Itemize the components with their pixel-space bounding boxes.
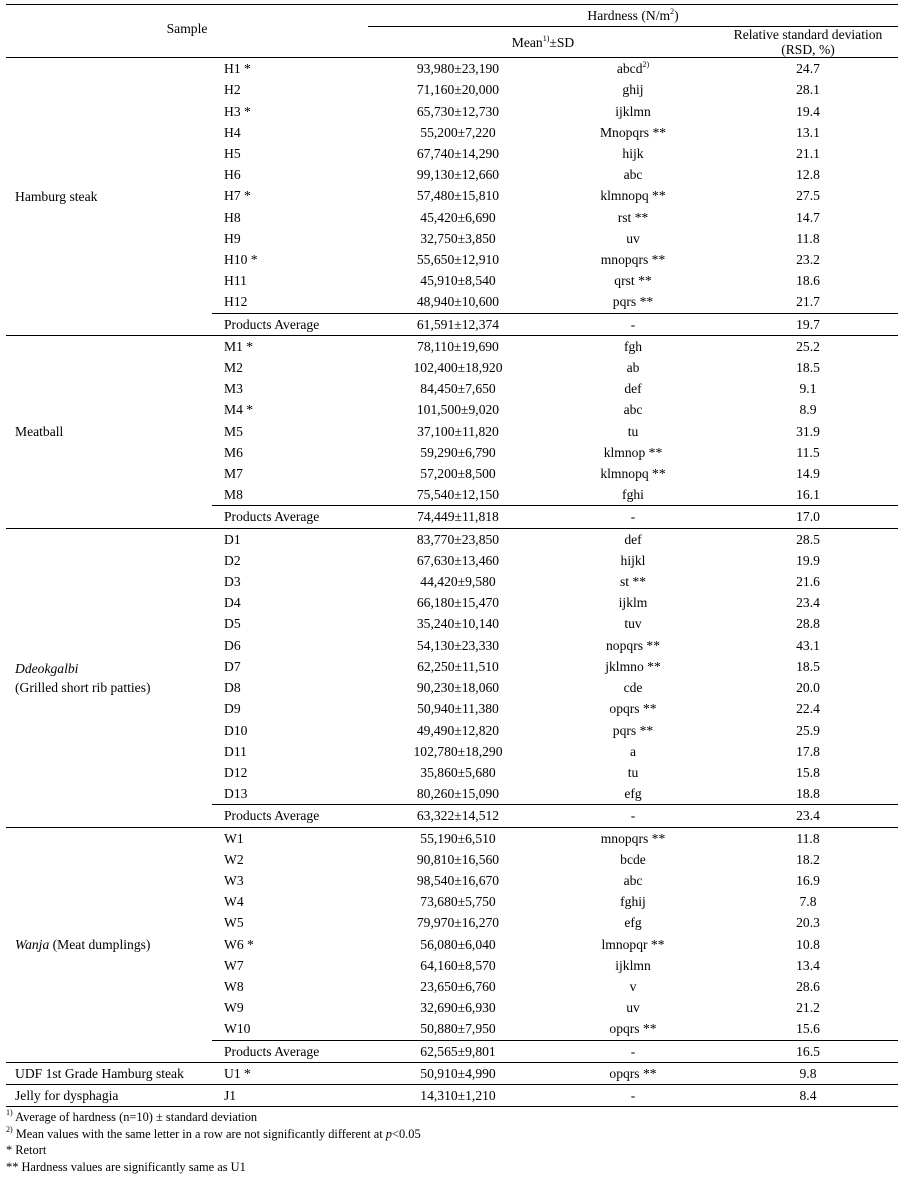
rsd-value: 13.4 <box>796 957 820 973</box>
significance-letters <box>548 249 718 270</box>
average-letters: - <box>548 313 718 335</box>
single-sample-name: Jelly for dysphagia <box>6 1084 212 1106</box>
average-label: Products Average <box>212 1040 368 1062</box>
sample-code: W8 <box>224 978 244 994</box>
letters-text: lmnopqr ** <box>601 936 665 952</box>
rsd-value: 8.9 <box>799 402 817 418</box>
hardness-mean-sd: 35,240±10,140 <box>416 616 500 632</box>
rsd-value: 18.8 <box>796 786 820 802</box>
sample-code: D9 <box>224 701 241 717</box>
hardness-mean-sd: 102,400±18,920 <box>413 360 503 376</box>
letters-text: klmnopq ** <box>600 188 666 204</box>
sample-code: H10 * <box>224 252 258 268</box>
single-sample-row <box>6 1062 898 1084</box>
sample-code: M3 <box>224 381 243 397</box>
letters-text: qrst ** <box>614 273 652 289</box>
significance-letters <box>548 891 718 912</box>
rsd-value: 16.9 <box>796 872 820 888</box>
significance-letters <box>548 762 718 783</box>
sample-code: M4 * <box>224 402 254 418</box>
mean-header-sup: 1) <box>542 33 550 43</box>
letters-text: a <box>629 743 637 759</box>
rsd-value: 20.0 <box>796 680 820 696</box>
hardness-header-close: ) <box>674 8 679 23</box>
group-name <box>6 335 212 528</box>
letters-text: ab <box>626 360 640 376</box>
table-row <box>6 528 898 550</box>
rsd-value: 17.8 <box>796 743 820 759</box>
sample-code: D3 <box>224 574 241 590</box>
letters-text: tuv <box>624 616 642 632</box>
rsd-value: 18.6 <box>796 273 820 289</box>
letters-text: rst ** <box>617 209 649 225</box>
sample-code: D2 <box>224 552 241 568</box>
significance-letters <box>548 270 718 291</box>
letters-text: opqrs ** <box>609 1021 657 1037</box>
sample-code: W2 <box>224 851 244 867</box>
sample-code: M1 * <box>212 335 368 357</box>
hardness-mean-sd: 66,180±15,470 <box>416 595 500 611</box>
letters-text: bcde <box>620 851 646 867</box>
hardness-mean-sd: 45,910±8,540 <box>420 273 496 289</box>
significance-letters <box>548 783 718 805</box>
sample-code: D11 <box>224 743 247 759</box>
significance-letters <box>548 143 718 164</box>
hardness-mean-sd: 48,940±10,600 <box>416 294 500 310</box>
significance-letters <box>548 1018 718 1040</box>
letters-text: ijklm <box>618 595 648 611</box>
hardness-mean-sd: 101,500±9,020 <box>416 402 500 418</box>
hardness-mean-sd: 32,690±6,930 <box>420 1000 496 1016</box>
letters-text: ghij <box>622 82 644 98</box>
footnote-1-mark: 1) <box>6 1108 13 1117</box>
significance-letters <box>548 164 718 185</box>
table-row <box>6 827 898 849</box>
sample-code: H3 * <box>224 103 251 119</box>
letters-text: fghij <box>620 894 646 910</box>
letters-text: efg <box>624 786 642 802</box>
significance-letters <box>548 849 718 870</box>
mean-header <box>368 27 718 58</box>
sample-header <box>6 5 368 58</box>
sample-code: H12 <box>224 294 248 310</box>
hardness-mean-sd: 32,750±3,850 <box>420 230 496 246</box>
group-name-text: Hamburg steak <box>15 189 98 205</box>
letters-text: uv <box>626 230 640 246</box>
hardness-mean-sd: 83,770±23,850 <box>368 528 548 550</box>
letters-text: abc <box>623 402 643 418</box>
rsd-value: 23.2 <box>796 252 820 268</box>
letters-text: uv <box>626 1000 640 1016</box>
letters-text: klmnop ** <box>603 444 663 460</box>
sample-code: W4 <box>224 894 244 910</box>
mean-header-text: Mean <box>511 34 543 50</box>
sample-code: H7 * <box>224 188 251 204</box>
rsd-value: 19.9 <box>796 552 820 568</box>
hardness-mean-sd: 23,650±6,760 <box>420 978 496 994</box>
letters-footnote-mark: 2) <box>642 60 650 70</box>
significance-letters <box>548 185 718 206</box>
letters-text: abcd <box>616 61 643 77</box>
hardness-mean-sd: 90,810±16,560 <box>416 851 500 867</box>
hardness-mean-sd: 99,130±12,660 <box>416 167 500 183</box>
letters-text: abc <box>623 167 643 183</box>
sample-code: D5 <box>224 616 241 632</box>
hardness-mean-sd: 67,740±14,290 <box>416 146 500 162</box>
significance-letters <box>548 571 718 592</box>
sample-code: J1 <box>212 1084 368 1106</box>
sample-code: D7 <box>224 658 241 674</box>
significance-letters <box>548 101 718 122</box>
sample-code: D6 <box>224 637 241 653</box>
sample-code: W7 <box>224 957 244 973</box>
sample-code: W9 <box>224 1000 244 1016</box>
hardness-mean-sd: 73,680±5,750 <box>420 894 496 910</box>
sample-code: W6 * <box>224 936 254 952</box>
group-name-italic: Ddeokgalbi <box>15 660 79 676</box>
rsd-value: 21.7 <box>796 294 820 310</box>
single-sample-row <box>6 1084 898 1106</box>
average-rsd: 17.0 <box>718 506 898 528</box>
sample-code: H2 <box>224 82 241 98</box>
hardness-mean-sd: 44,420±9,580 <box>420 574 496 590</box>
hardness-mean-sd: 50,910±4,990 <box>368 1062 548 1084</box>
rsd-value: 23.4 <box>796 595 820 611</box>
table-row <box>6 58 898 80</box>
rsd-value: 24.7 <box>718 58 898 80</box>
rsd-value: 9.1 <box>799 381 817 397</box>
hardness-mean-sd: 37,100±11,820 <box>417 423 499 439</box>
average-mean-sd: 62,565±9,801 <box>368 1040 548 1062</box>
rsd-header-line2: (RSD, %) <box>781 42 835 58</box>
rsd-value: 14.9 <box>796 466 820 482</box>
footnote-1 <box>6 1109 421 1126</box>
significance-letters <box>548 528 718 550</box>
footnote-2-p: p <box>385 1126 392 1141</box>
hardness-header <box>368 5 898 27</box>
significance-letters: - <box>548 1084 718 1106</box>
hardness-mean-sd: 14,310±1,210 <box>368 1084 548 1106</box>
hardness-mean-sd: 90,230±18,060 <box>416 680 500 696</box>
sample-code: W1 <box>212 827 368 849</box>
mean-header-rest: ±SD <box>549 34 575 50</box>
footnote-2-mark: 2) <box>6 1124 13 1134</box>
significance-letters <box>548 997 718 1018</box>
hardness-mean-sd: 56,080±6,040 <box>420 936 496 952</box>
significance-letters <box>548 912 718 933</box>
significance-letters <box>548 207 718 228</box>
hardness-mean-sd: 71,160±20,000 <box>416 82 500 98</box>
sample-code: U1 * <box>212 1062 368 1084</box>
significance-letters <box>548 976 718 997</box>
rsd-value: 19.4 <box>796 103 820 119</box>
significance-letters: opqrs ** <box>548 1062 718 1084</box>
significance-letters <box>548 720 718 741</box>
hardness-mean-sd: 93,980±23,190 <box>368 58 548 80</box>
hardness-mean-sd: 55,200±7,220 <box>420 124 496 140</box>
significance-letters <box>548 79 718 100</box>
rsd-value: 18.5 <box>796 360 820 376</box>
significance-letters <box>548 550 718 571</box>
average-mean-sd: 61,591±12,374 <box>368 313 548 335</box>
letters-text: fgh <box>623 338 643 354</box>
average-letters: - <box>548 1040 718 1062</box>
letters-text: mnopqrs ** <box>600 252 666 268</box>
sample-code: H1 * <box>212 58 368 80</box>
letters-text: fghi <box>622 487 644 503</box>
hardness-mean-sd: 45,420±6,690 <box>420 209 496 225</box>
significance-letters <box>548 335 718 357</box>
letters-text: hijkl <box>620 552 646 568</box>
sample-code: D12 <box>224 764 248 780</box>
significance-letters <box>548 870 718 891</box>
significance-letters <box>548 592 718 613</box>
letters-text: hijk <box>622 146 644 162</box>
average-letters: - <box>548 506 718 528</box>
rsd-value: 18.5 <box>796 658 820 674</box>
rsd-value: 27.5 <box>796 188 820 204</box>
letters-text: tu <box>627 423 639 439</box>
sample-code: M6 <box>224 444 243 460</box>
letters-text: Mnopqrs ** <box>599 124 667 140</box>
group-name-rest: (Meat dumplings) <box>49 937 151 953</box>
sample-code: H4 <box>224 124 241 140</box>
rsd-value: 11.8 <box>796 230 820 246</box>
hardness-unit-sup: 2 <box>670 7 675 16</box>
sample-code: M8 <box>224 487 243 503</box>
rsd-value: 28.6 <box>796 978 820 994</box>
letters-text: def <box>624 381 642 397</box>
significance-letters <box>548 955 718 976</box>
hardness-mean-sd: 67,630±13,460 <box>416 552 500 568</box>
sample-code: D1 <box>212 528 368 550</box>
footnote-1-text: Average of hardness (n=10) ± standard deviation <box>15 1110 258 1124</box>
sample-code: D4 <box>224 595 241 611</box>
average-rsd: 23.4 <box>718 805 898 827</box>
significance-letters <box>548 122 718 143</box>
rsd-value: 9.8 <box>718 1062 898 1084</box>
average-letters: - <box>548 805 718 827</box>
hardness-mean-sd: 55,650±12,910 <box>416 252 500 268</box>
average-mean-sd: 63,322±14,512 <box>368 805 548 827</box>
hardness-mean-sd: 80,260±15,090 <box>416 786 500 802</box>
average-rsd: 16.5 <box>718 1040 898 1062</box>
table-footnotes <box>6 1109 421 1175</box>
rsd-value: 20.3 <box>796 915 820 931</box>
hardness-mean-sd: 49,490±12,820 <box>416 722 500 738</box>
footnote-retort: * Retort <box>6 1143 47 1157</box>
hardness-table <box>6 4 898 1107</box>
significance-letters <box>548 698 718 719</box>
significance-letters <box>548 934 718 955</box>
rsd-value: 10.8 <box>796 936 820 952</box>
letters-text: nopqrs ** <box>606 637 660 653</box>
significance-letters <box>548 656 718 677</box>
average-label: Products Average <box>212 805 368 827</box>
sample-code: H11 <box>224 273 247 289</box>
significance-letters <box>548 463 718 484</box>
hardness-mean-sd: 57,200±8,500 <box>420 466 496 482</box>
sample-code: H9 <box>224 230 241 246</box>
average-label: Products Average <box>212 313 368 335</box>
rsd-value: 21.6 <box>796 574 820 590</box>
hardness-mean-sd: 55,190±6,510 <box>368 827 548 849</box>
sample-code: M7 <box>224 466 243 482</box>
rsd-header <box>718 27 898 58</box>
rsd-value: 28.5 <box>718 528 898 550</box>
letters-text: tu <box>627 764 639 780</box>
significance-letters <box>548 291 718 313</box>
rsd-value: 11.5 <box>796 444 820 460</box>
group-name-text: Meatball <box>15 424 64 440</box>
letters-text: jklmno ** <box>605 658 661 674</box>
significance-letters <box>548 677 718 698</box>
rsd-value: 21.1 <box>796 146 820 162</box>
group-name-line2: (Grilled short rib patties) <box>15 679 151 695</box>
hardness-mean-sd: 35,860±5,680 <box>420 764 496 780</box>
sample-code: W3 <box>224 872 244 888</box>
footnote-2 <box>6 1126 421 1143</box>
sample-code: H6 <box>224 167 241 183</box>
letters-text: opqrs ** <box>609 701 657 717</box>
hardness-mean-sd: 57,480±15,810 <box>416 188 500 204</box>
significance-letters <box>548 58 718 80</box>
average-label: Products Average <box>212 506 368 528</box>
single-sample-name: UDF 1st Grade Hamburg steak <box>6 1062 212 1084</box>
rsd-value: 28.8 <box>796 616 820 632</box>
rsd-header-line1: Relative standard deviation <box>733 27 883 43</box>
rsd-value: 25.9 <box>796 722 820 738</box>
rsd-value: 43.1 <box>796 637 820 653</box>
rsd-value: 16.1 <box>796 487 820 503</box>
rsd-value: 14.7 <box>796 209 820 225</box>
significance-letters <box>548 827 718 849</box>
hardness-mean-sd: 84,450±7,650 <box>420 381 496 397</box>
sample-header-text: Sample <box>166 21 208 36</box>
letters-text: abc <box>623 872 643 888</box>
rsd-value: 12.8 <box>796 167 820 183</box>
hardness-mean-sd: 54,130±23,330 <box>416 637 500 653</box>
hardness-mean-sd: 50,940±11,380 <box>417 701 499 717</box>
letters-text: ijklmn <box>615 957 651 973</box>
significance-letters <box>548 378 718 399</box>
sample-code: W5 <box>224 915 244 931</box>
group-name <box>6 58 212 336</box>
significance-letters <box>548 357 718 378</box>
letters-text: st ** <box>619 574 647 590</box>
rsd-value: 18.2 <box>796 851 820 867</box>
hardness-mean-sd: 65,730±12,730 <box>416 103 500 119</box>
sample-code: D13 <box>224 786 248 802</box>
rsd-value: 8.4 <box>718 1084 898 1106</box>
rsd-value: 15.6 <box>796 1021 820 1037</box>
significance-letters <box>548 399 718 420</box>
group-name-italic: Wanja <box>15 937 50 953</box>
letters-text: ijklmn <box>615 103 651 119</box>
hardness-mean-sd: 79,970±16,270 <box>416 915 500 931</box>
rsd-value: 21.2 <box>796 1000 820 1016</box>
rsd-value: 11.8 <box>718 827 898 849</box>
significance-letters <box>548 741 718 762</box>
letters-text: cde <box>623 680 643 696</box>
rsd-value: 28.1 <box>796 82 820 98</box>
hardness-header-text: Hardness (N/m <box>587 8 671 23</box>
sample-code: W10 <box>224 1021 251 1037</box>
significance-letters <box>548 484 718 506</box>
sample-code: M2 <box>224 360 243 376</box>
footnote-same-as-u1: ** Hardness values are significantly same as U1 <box>6 1159 246 1174</box>
letters-text: pqrs ** <box>612 722 654 738</box>
significance-letters <box>548 421 718 442</box>
hardness-mean-sd: 98,540±16,670 <box>416 872 500 888</box>
hardness-mean-sd: 50,880±7,950 <box>420 1021 496 1037</box>
rsd-value: 22.4 <box>796 701 820 717</box>
average-mean-sd: 74,449±11,818 <box>368 506 548 528</box>
footnote-2-text: Mean values with the same letter in a row are not significantly different at <box>15 1126 386 1141</box>
sample-code: M5 <box>224 423 243 439</box>
sample-code: H5 <box>224 146 241 162</box>
letters-text: efg <box>624 915 642 931</box>
significance-letters <box>548 613 718 634</box>
rsd-value: 13.1 <box>796 124 820 140</box>
hardness-mean-sd: 102,780±18,290 <box>413 743 503 759</box>
sample-code: D8 <box>224 680 241 696</box>
sample-code: H8 <box>224 209 241 225</box>
average-rsd: 19.7 <box>718 313 898 335</box>
letters-text: klmnopq ** <box>600 466 666 482</box>
significance-letters <box>548 228 718 249</box>
hardness-mean-sd: 62,250±11,510 <box>417 658 499 674</box>
footnote-2-threshold: <0.05 <box>391 1126 421 1141</box>
rsd-value: 15.8 <box>796 764 820 780</box>
sample-code: D10 <box>224 722 248 738</box>
group-name <box>6 827 212 1062</box>
significance-letters <box>548 442 718 463</box>
hardness-mean-sd: 64,160±8,570 <box>420 957 496 973</box>
table-row <box>6 335 898 357</box>
rsd-value: 7.8 <box>799 894 817 910</box>
letters-text: pqrs ** <box>612 294 654 310</box>
letters-text: v <box>629 978 637 994</box>
group-name <box>6 528 212 827</box>
hardness-mean-sd: 75,540±12,150 <box>416 487 500 503</box>
significance-letters <box>548 635 718 656</box>
letters-text: def <box>624 531 642 547</box>
rsd-value: 31.9 <box>796 423 820 439</box>
letters-text: mnopqrs ** <box>600 830 666 846</box>
rsd-value: 25.2 <box>718 335 898 357</box>
hardness-mean-sd: 78,110±19,690 <box>368 335 548 357</box>
hardness-mean-sd: 59,290±6,790 <box>420 444 496 460</box>
